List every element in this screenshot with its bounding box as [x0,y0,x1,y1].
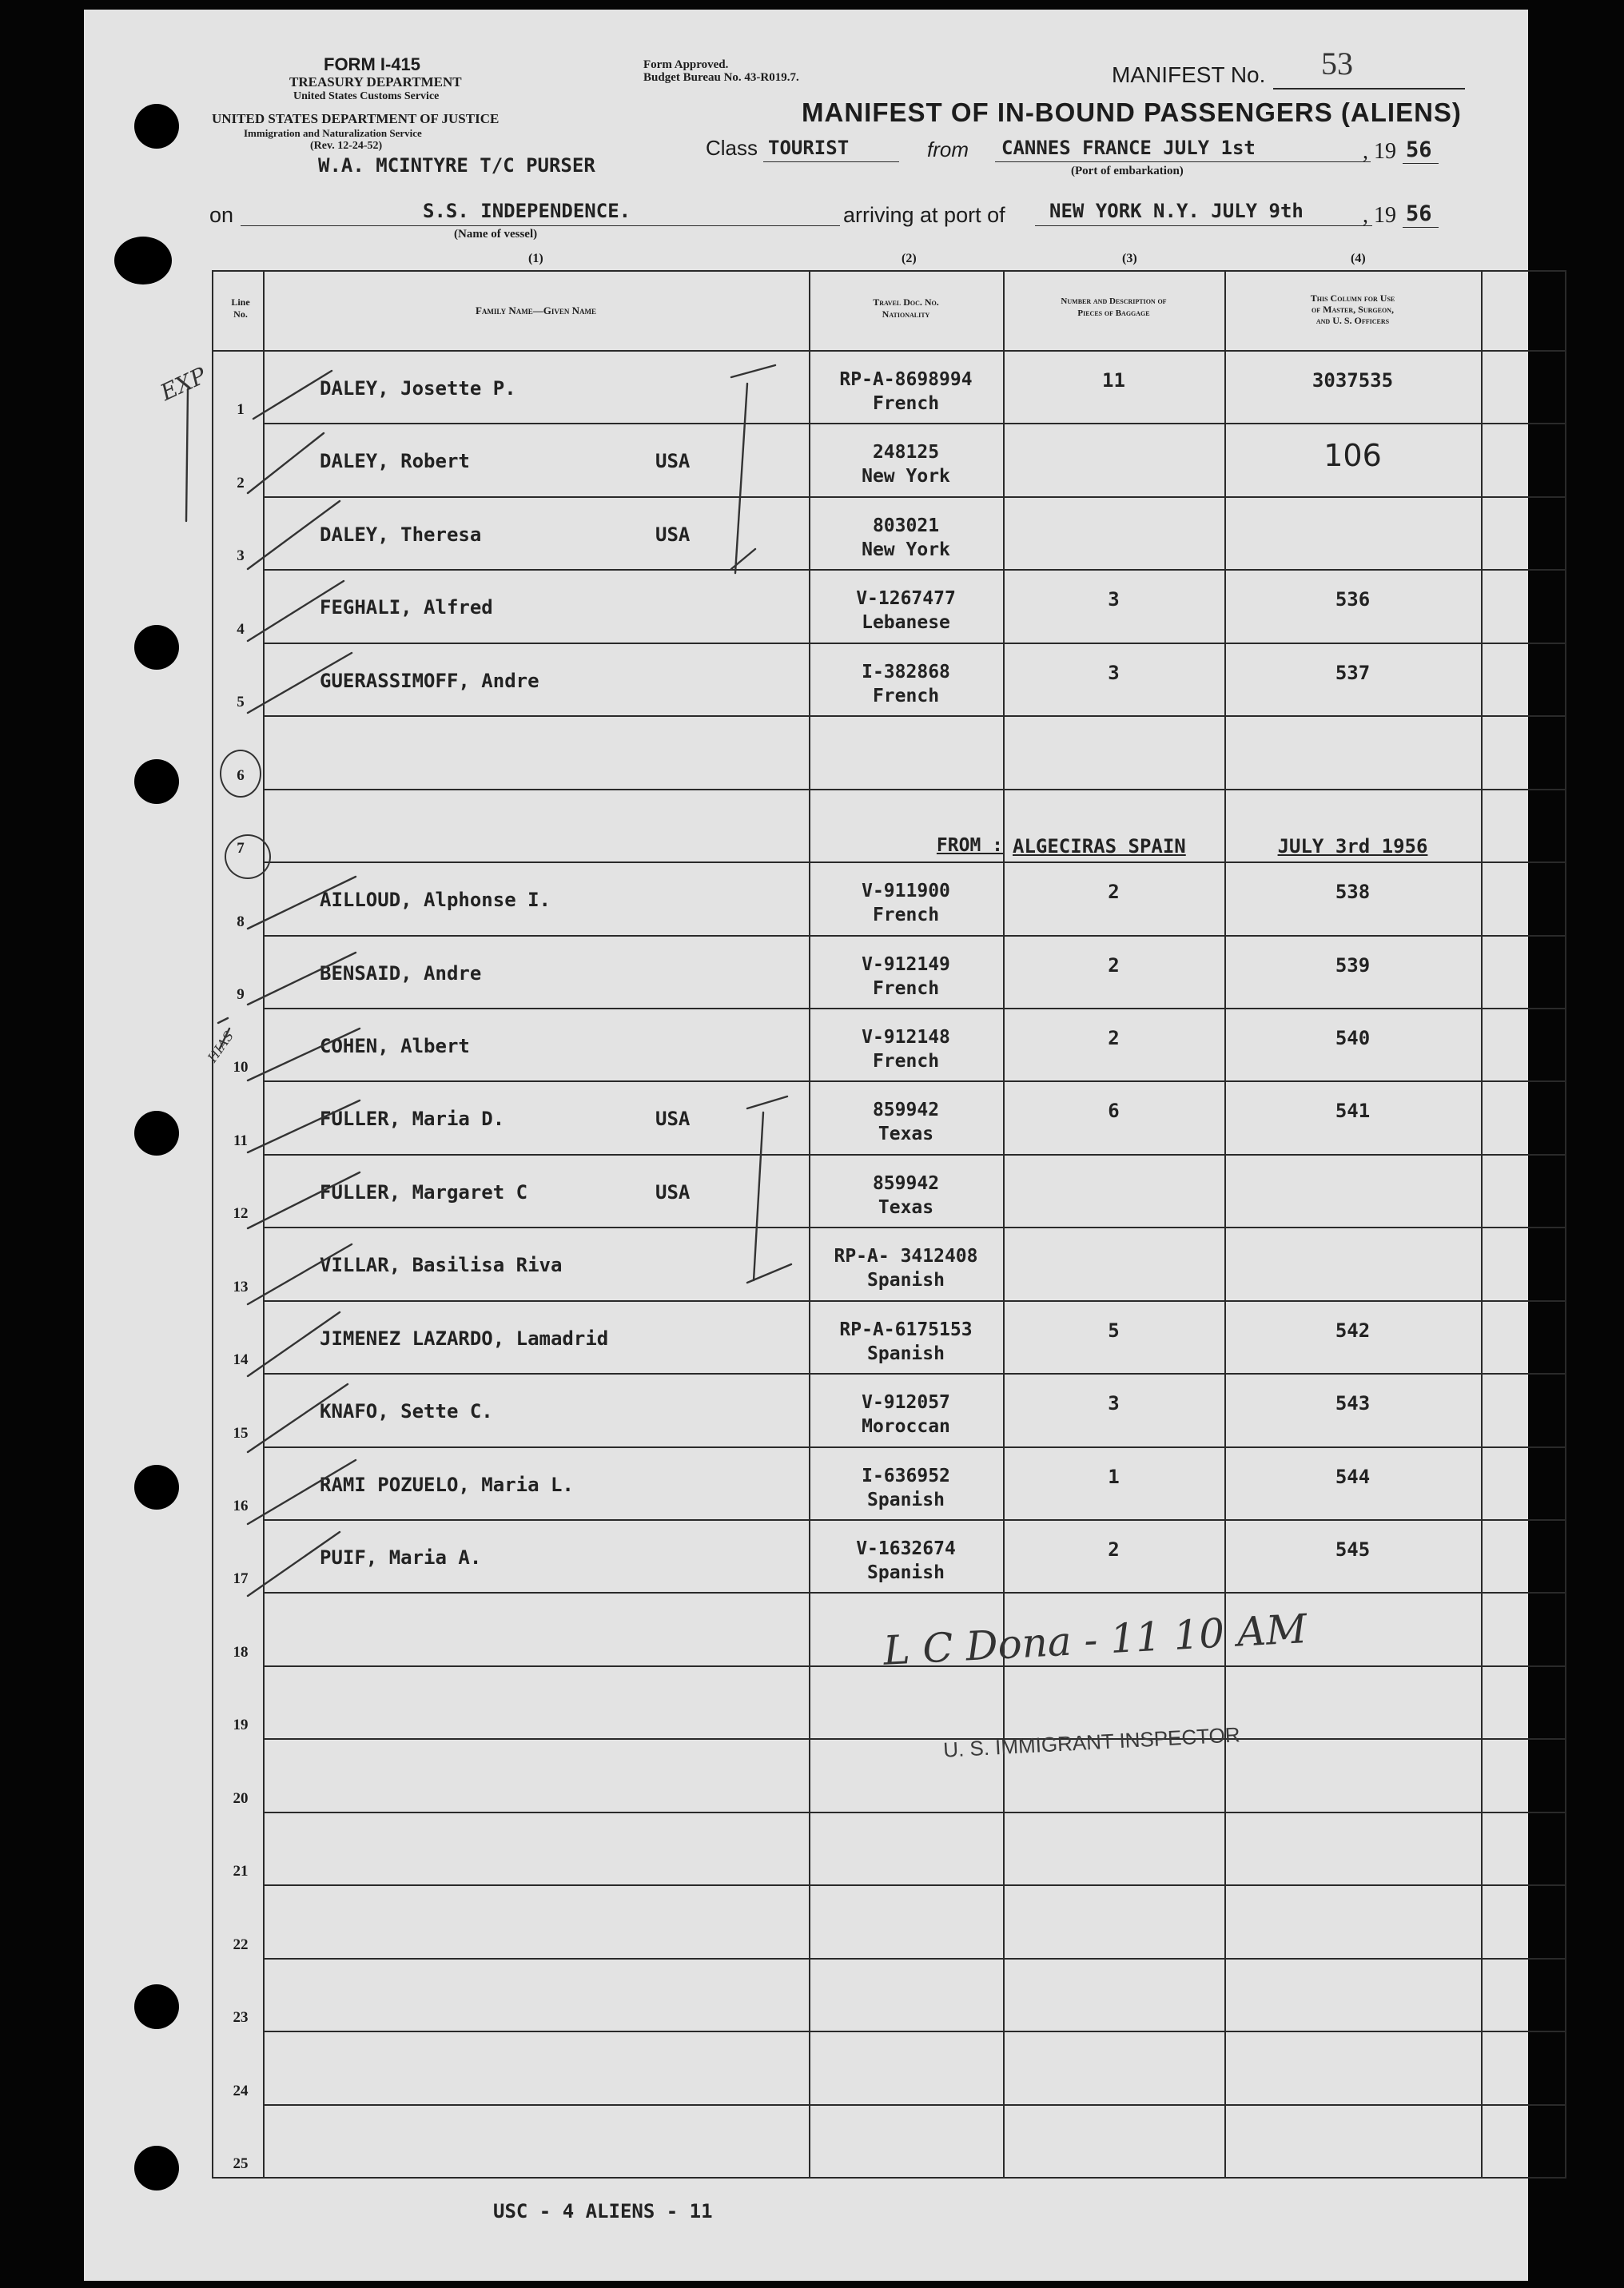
punch-hole [134,1111,179,1156]
nationality: Texas [878,1196,934,1218]
baggage: 1 [1108,1465,1120,1488]
line-number: 19 [233,1717,249,1734]
arrival-value: NEW YORK N.Y. JULY 9th [1049,200,1304,222]
passenger-name: AILLOUD, Alphonse I. [320,889,551,912]
travel-doc: V-911900 [862,881,950,902]
arriving-label: arriving at port of [843,203,1005,227]
nationality: New York [862,466,950,487]
purser: W.A. MCINTYRE T/C PURSER [318,154,595,177]
passenger-name: PUIF, Maria A. [320,1546,482,1570]
baggage: 2 [1108,881,1120,904]
nationality: French [872,905,940,926]
port-embark-caption: (Port of embarkation) [1071,165,1184,177]
citizen-status: USA [655,450,691,473]
line-number: 23 [233,2009,249,2027]
travel-doc: 248125 [872,442,940,464]
treasury-dept: TREASURY DEPARTMENT [289,74,462,90]
baggage: 2 [1108,1538,1120,1562]
form-number: FORM I-415 [324,54,421,74]
line-number: 14 [233,1351,249,1369]
year-value-2: 56 [1406,201,1432,226]
manifest-title: MANIFEST OF IN-BOUND PASSENGERS (ALIENS) [802,97,1462,127]
line-number: 17 [233,1570,249,1588]
year-prefix-1: , 19 [1363,139,1396,164]
line-header-1: Line [231,296,250,308]
doc-header-1: Travel Doc. No. [873,296,939,308]
hias-mark: HIAS [204,1028,237,1065]
col4-number: (4) [1351,252,1366,265]
travel-doc: V-1632674 [856,1538,956,1560]
line-number: 16 [233,1498,249,1515]
punch-hole [134,759,179,804]
nationality: Spanish [867,1270,945,1291]
nationality: Moroccan [862,1416,950,1438]
baggage: 2 [1108,953,1120,977]
travel-doc: V-1267477 [856,588,956,610]
nationality: French [872,685,940,706]
travel-doc: 859942 [872,1100,940,1121]
line-number: 12 [233,1205,249,1223]
punch-hole [134,104,179,149]
officers-entry: 542 [1335,1319,1371,1342]
officers-entry: 540 [1335,1026,1371,1049]
vessel-value: S.S. INDEPENDENCE. [423,200,631,222]
class-label: Class [706,136,758,160]
line-number: 10 [233,1059,249,1076]
officers-entry: 3037535 [1312,369,1394,392]
passenger-name: RAMI POZUELO, Maria L. [320,1473,574,1496]
justice-dept: UNITED STATES DEPARTMENT OF JUSTICE [212,111,500,126]
punch-hole [134,2146,179,2191]
manifest-number: 53 [1321,46,1353,82]
col1-number: (1) [528,252,543,265]
travel-doc: V-912149 [862,953,950,975]
officers-entry: 545 [1335,1538,1371,1562]
passenger-name: VILLAR, Basilisa Riva [320,1254,563,1277]
line-number: 25 [233,2155,249,2172]
passenger-name: KNAFO, Sette C. [320,1400,493,1423]
handwritten-ticks [84,10,1528,2281]
officers-header-3: and U. S. Officers [1316,315,1390,326]
line-number: 18 [233,1643,249,1661]
line-number: 4 [237,620,245,638]
passenger-name: FULLER, Margaret C [320,1180,528,1204]
vessel-caption: (Name of vessel) [454,228,538,241]
officers-entry: 538 [1335,881,1371,904]
nationality: French [872,1050,940,1072]
officers-entry: JULY 3rd 1956 [1277,834,1428,858]
line-number: 15 [233,1424,249,1442]
nationality: French [872,977,940,999]
passenger-name: JIMENEZ LAZARDO, Lamadrid [320,1327,609,1350]
line-number: 1 [237,401,245,419]
year-prefix-2: , 19 [1363,203,1396,228]
passenger-name: GUERASSIMOFF, Andre [320,669,539,692]
nationality: New York [862,539,950,560]
citizen-status: USA [655,1180,691,1204]
baggage: 2 [1108,1026,1120,1049]
col2-number: (2) [902,252,917,265]
nationality: Spanish [867,1489,945,1510]
from-label: from [927,137,969,161]
line-number: 8 [237,913,245,930]
line-number: 3 [237,547,245,565]
nationality: Spanish [867,1343,945,1364]
punch-hole [134,1465,179,1510]
citizen-status: USA [655,523,691,546]
on-label: on [209,203,234,227]
nationality: Texas [878,1124,934,1145]
revision: (Rev. 12-24-52) [310,140,383,152]
officers-entry: 106 [1323,438,1382,474]
baggage: 3 [1108,1392,1120,1415]
officers-entry: 543 [1335,1392,1371,1415]
inspector-stamp: U. S. IMMIGRANT INSPECTOR [942,1722,1241,1762]
travel-doc: V-912148 [862,1026,950,1048]
line-number: 6 [237,766,245,784]
officers-entry: 536 [1335,588,1371,611]
passenger-name: DALEY, Robert [320,450,470,473]
officers-entry: 541 [1335,1100,1371,1123]
line-number: 21 [233,1863,249,1880]
exp-mark: EXP [156,362,211,407]
line-number: 24 [233,2082,249,2099]
baggage: 6 [1108,1100,1120,1123]
travel-doc: 803021 [872,515,940,536]
line-number: 2 [237,474,245,491]
form-approved: Form Approved. [643,58,729,71]
col3-number: (3) [1122,252,1137,265]
nationality: Spanish [867,1562,945,1584]
baggage: 3 [1108,588,1120,611]
passenger-name: FEGHALI, Alfred [320,596,493,619]
manifest-page [84,10,1528,2281]
punch-hole [134,1984,179,2029]
line-number: 22 [233,1936,249,1953]
baggage-header-1: Number and Description of [1061,296,1167,306]
customs-service: United States Customs Service [293,90,440,102]
travel-doc: V-912057 [862,1392,950,1414]
circled-line-7 [225,834,271,879]
travel-doc: I-382868 [862,661,950,682]
line-number: 20 [233,1789,249,1807]
officers-header-1: This Column for Use [1310,292,1395,304]
baggage: 11 [1102,369,1125,392]
manifest-label: MANIFEST No. [1112,62,1266,87]
citizen-status: USA [655,1108,691,1131]
line-number: 5 [237,694,245,711]
passenger-name: DALEY, Theresa [320,523,482,546]
line-number: 13 [233,1278,249,1295]
punch-hole [114,237,172,285]
line-number: 7 [237,840,245,858]
baggage: ALGECIRAS SPAIN [1013,834,1186,858]
officers-entry: 544 [1335,1465,1371,1488]
baggage: 5 [1108,1319,1120,1342]
from-value: CANNES FRANCE JULY 1st [1001,137,1256,159]
travel-doc: 859942 [872,1172,940,1194]
passenger-name: FULLER, Maria D. [320,1108,505,1131]
year-value-1: 56 [1406,137,1432,162]
baggage: 3 [1108,661,1120,684]
officers-header-2: of Master, Surgeon, [1312,304,1394,315]
baggage-header-2: Pieces of Baggage [1077,308,1150,318]
budget-bureau: Budget Bureau No. 43-R019.7. [643,71,799,84]
passenger-name: DALEY, Josette P. [320,377,516,400]
officers-entry: 539 [1335,953,1371,977]
travel-doc: RP-A- 3412408 [834,1246,978,1267]
nationality: French [872,393,940,414]
passenger-name: BENSAID, Andre [320,961,482,985]
travel-doc: RP-A-8698994 [839,369,973,390]
travel-doc: I-636952 [862,1465,950,1486]
name-header: Family Name—Given Name [475,304,596,316]
doc-header-2: Nationality [882,308,930,320]
punch-hole [134,625,179,670]
passenger-name: COHEN, Albert [320,1034,470,1057]
line-number: 11 [233,1132,248,1149]
officers-entry: 537 [1335,661,1371,684]
line-number: 9 [237,985,245,1003]
line-header-2: No. [233,308,248,320]
travel-doc: RP-A-6175153 [839,1319,973,1340]
footer-code: USC - 4 ALIENS - 11 [493,2200,713,2222]
circled-line-6 [220,750,261,798]
inspector-signature: L C Dona - 11 10 AM [882,1606,1308,1674]
nationality: Lebanese [862,612,950,634]
travel-doc: FROM : [936,834,1003,856]
class-value: TOURIST [768,137,850,159]
immigration-service: Immigration and Naturalization Service [244,127,422,139]
